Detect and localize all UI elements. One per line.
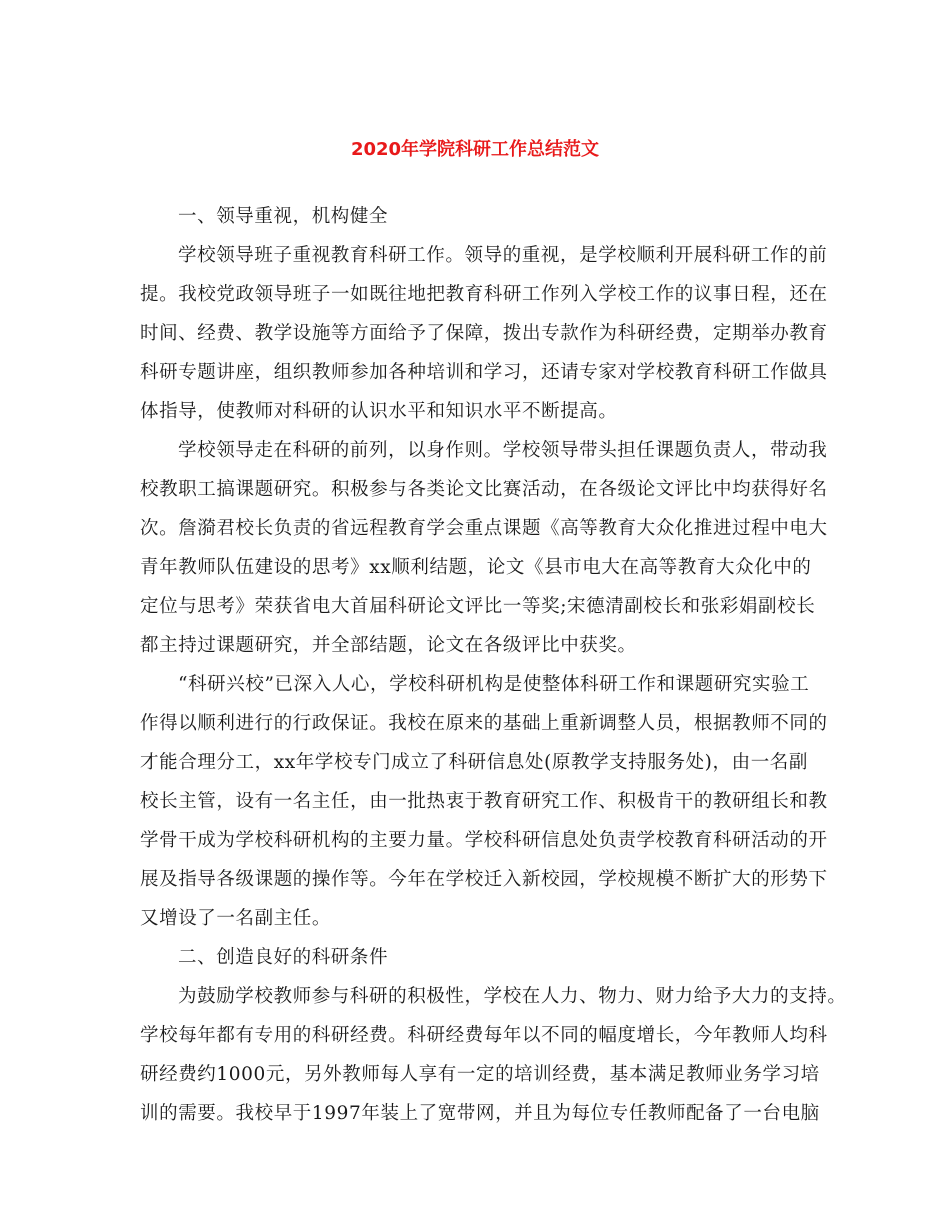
section-heading: 二、创造良好的科研条件: [178, 947, 389, 968]
paragraph-line: 青年教师队伍建设的思考》xx顺利结题，论文《县市电大在高等教育大众化中的: [140, 557, 812, 578]
paragraph-line: 定位与思考》荣获省电大首届科研论文评比一等奖;宋德清副校长和张彩娟副校长: [140, 596, 816, 617]
paragraph-line: 提。我校党政领导班子一如既往地把教育科研工作列入学校工作的议事日程，还在: [140, 284, 828, 305]
paragraph-line: 校长主管，设有一名主任，由一批热衷于教育研究工作、积极肯干的教研组长和教: [140, 791, 828, 812]
paragraph-line: 科研专题讲座，组织教师参加各种培训和学习，还请专家对学校教育科研工作做具: [140, 362, 828, 383]
paragraph-line: 学骨干成为学校科研机构的主要力量。学校科研信息处负责学校教育科研活动的开: [140, 830, 828, 851]
paragraph-line: “科研兴校”已深入人心，学校科研机构是使整体科研工作和课题研究实验工: [178, 674, 810, 695]
paragraph-line: 学校领导班子重视教育科研工作。领导的重视，是学校顺利开展科研工作的前: [178, 245, 828, 266]
paragraph-line: 时间、经费、教学设施等方面给予了保障，拨出专款作为科研经费，定期举办教育: [140, 323, 828, 344]
paragraph-line: 训的需要。我校早于1997年装上了宽带网，并且为每位专任教师配备了一台电脑: [140, 1103, 820, 1124]
paragraph-line: 学校领导走在科研的前列，以身作则。学校领导带头担任课题负责人，带动我: [178, 440, 828, 461]
paragraph-line: 体指导，使教师对科研的认识水平和知识水平不断提高。: [140, 401, 618, 422]
paragraph-line: 为鼓励学校教师参与科研的积极性，学校在人力、物力、财力给予大力的支持。: [178, 986, 847, 1007]
document-title: 2020年学院科研工作总结范文: [350, 139, 600, 160]
paragraph-line: 展及指导各级课题的操作等。今年在学校迁入新校园，学校规模不断扩大的形势下: [140, 869, 828, 890]
paragraph-line: 都主持过课题研究，并全部结题，论文在各级评比中获奖。: [140, 635, 637, 656]
paragraph-line: 校教职工搞课题研究。积极参与各类论文比赛活动，在各级论文评比中均获得好名: [140, 479, 828, 500]
paragraph-line: 才能合理分工，xx年学校专门成立了科研信息处(原教学支持服务处)，由一名副: [140, 752, 809, 773]
section-heading: 一、领导重视，机构健全: [178, 206, 389, 227]
paragraph-line: 学校每年都有专用的科研经费。科研经费每年以不同的幅度增长，今年教师人均科: [140, 1025, 828, 1046]
paragraph-line: 作得以顺利进行的行政保证。我校在原来的基础上重新调整人员，根据教师不同的: [140, 713, 828, 734]
paragraph-line: 又增设了一名副主任。: [140, 908, 332, 929]
paragraph-line: 研经费约1000元，另外教师每人享有一定的培训经费，基本满足教师业务学习培: [140, 1064, 820, 1085]
paragraph-line: 次。詹漪君校长负责的省远程教育学会重点课题《高等教育大众化推进过程中电大: [140, 518, 828, 539]
